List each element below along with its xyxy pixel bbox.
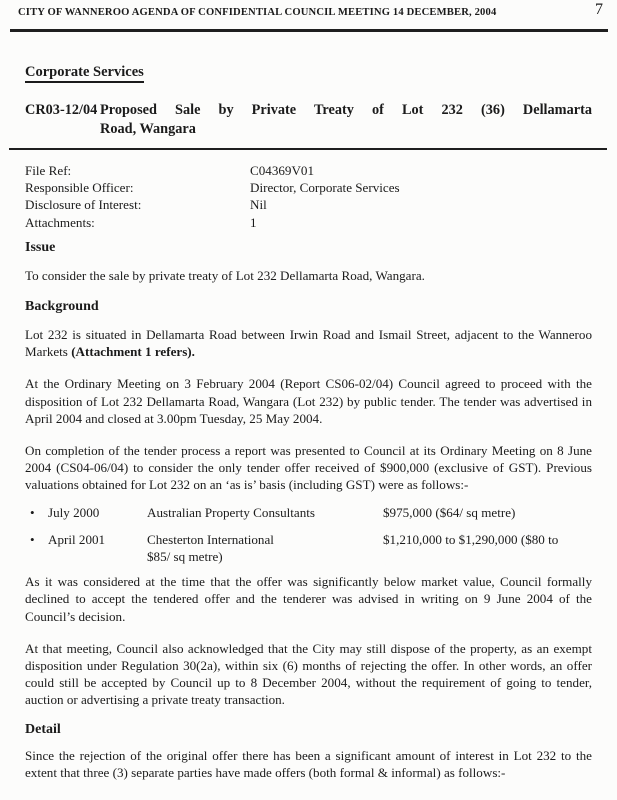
title-rule [9, 148, 607, 150]
valuation-date: April 2001 [48, 531, 106, 547]
section-heading-detail: Detail [25, 721, 61, 737]
report-title-block [25, 101, 592, 139]
valuation-valuer-line1: Australian Property Consultants [147, 504, 316, 520]
bullet-marker: • [30, 531, 35, 547]
valuation-list [25, 504, 592, 566]
valuation-valuer-line2: $85/ sq metre) [147, 549, 223, 565]
page-number: 7 [595, 1, 603, 18]
background-paragraph-2: At the Ordinary Meeting on 3 February 2004 (Report CS06-02/04) Council agreed to proceed with the disposition of Lot 232 Dellamarta Road, Wangara (Lot 232) by public tender. The tender was advertised in April 2004 and closed at 3.00pm Tuesday, 25 May 2004. [25, 376, 592, 426]
valuation-amount: $975,000 ($64/ sq metre) [383, 504, 516, 520]
directorate-heading [25, 64, 592, 80]
meta-table [25, 162, 592, 231]
attachment-reference: (Attachment 1 refers). [71, 344, 195, 360]
issue-paragraph: To consider the sale by private treaty of Lot 232 Dellamarta Road, Wangara. [25, 267, 425, 283]
header-title: CITY OF WANNEROO AGENDA OF CONFIDENTIAL COUNCIL MEETING 14 DECEMBER, 2004 [18, 7, 497, 18]
meta-value: C04369V01 [250, 163, 315, 178]
meta-label: Disclosure of Interest: [25, 197, 142, 213]
section-heading-background: Background [25, 299, 99, 315]
background-paragraph-1 [25, 326, 592, 360]
background-paragraph-3: On completion of the tender process a report was presented to Council at its Ordinary Meeting on 8 June 2004 (CS04-06/04) to consider the only tender offer received of $900,000 (exclusive of GST). Previous valuations obtained for Lot 232 on an ‘as is’ basis (including GST) were as follows:- [25, 443, 592, 493]
meta-value: Nil [250, 197, 267, 213]
meta-row [25, 179, 592, 196]
valuation-date: July 2000 [48, 504, 100, 520]
paragraph-text: Lot 232 is situated in Dellamarta Road between Irwin Road and Ismail Street, adjacent to the Wanneroo Markets [25, 327, 592, 360]
meta-label: File Ref: [25, 163, 72, 178]
meta-row [25, 214, 592, 231]
meta-row [25, 196, 592, 213]
directorate-heading-text: Corporate Services [25, 64, 144, 83]
meta-value: 1 [250, 214, 257, 230]
meta-value: Director, Corporate Services [250, 180, 400, 196]
valuation-row [25, 531, 592, 565]
report-code: CR03-12/04 [25, 102, 98, 118]
valuation-row [25, 504, 592, 521]
background-paragraph-5: At that meeting, Council also acknowledged that the City may still dispose of the property, as an exempt disposition under Regulation 30(2a), within six (6) months of rejecting the offer. In other words, an offer could still be accepted by Council up to 8 December 2004, without the requirement of going to tender, auction or advertising a private treaty transaction. [25, 640, 592, 708]
meta-row [25, 162, 592, 179]
bullet-marker: • [30, 504, 35, 520]
valuation-valuer-line1: Chesterton International [147, 531, 274, 547]
report-title-line2: Road, Wangara [100, 121, 196, 137]
valuation-valuer [147, 531, 383, 565]
background-paragraph-4: As it was considered at the time that the offer was significantly below market value, Council formally declined to accept the tendered offer and the tenderer was advised in writing on 9 June 2004 of the Council’s decision. [25, 574, 592, 624]
report-title-line1: Proposed Sale by Private Treaty of Lot 232 (36) Dellamarta [100, 102, 592, 118]
valuation-amount: $1,210,000 to $1,290,000 ($80 to [383, 531, 559, 547]
valuation-valuer [147, 504, 383, 521]
section-heading-issue: Issue [25, 239, 56, 255]
detail-paragraph: Since the rejection of the original offer there has been a significant amount of interest in Lot 232 to the extent that three (3) separate parties have made offers (both formal & informal) as follows:- [25, 747, 592, 780]
document-body [25, 34, 592, 781]
meta-label: Responsible Officer: [25, 180, 134, 196]
meta-label: Attachments: [25, 214, 95, 230]
header-rule [10, 29, 608, 32]
report-title [100, 101, 592, 139]
